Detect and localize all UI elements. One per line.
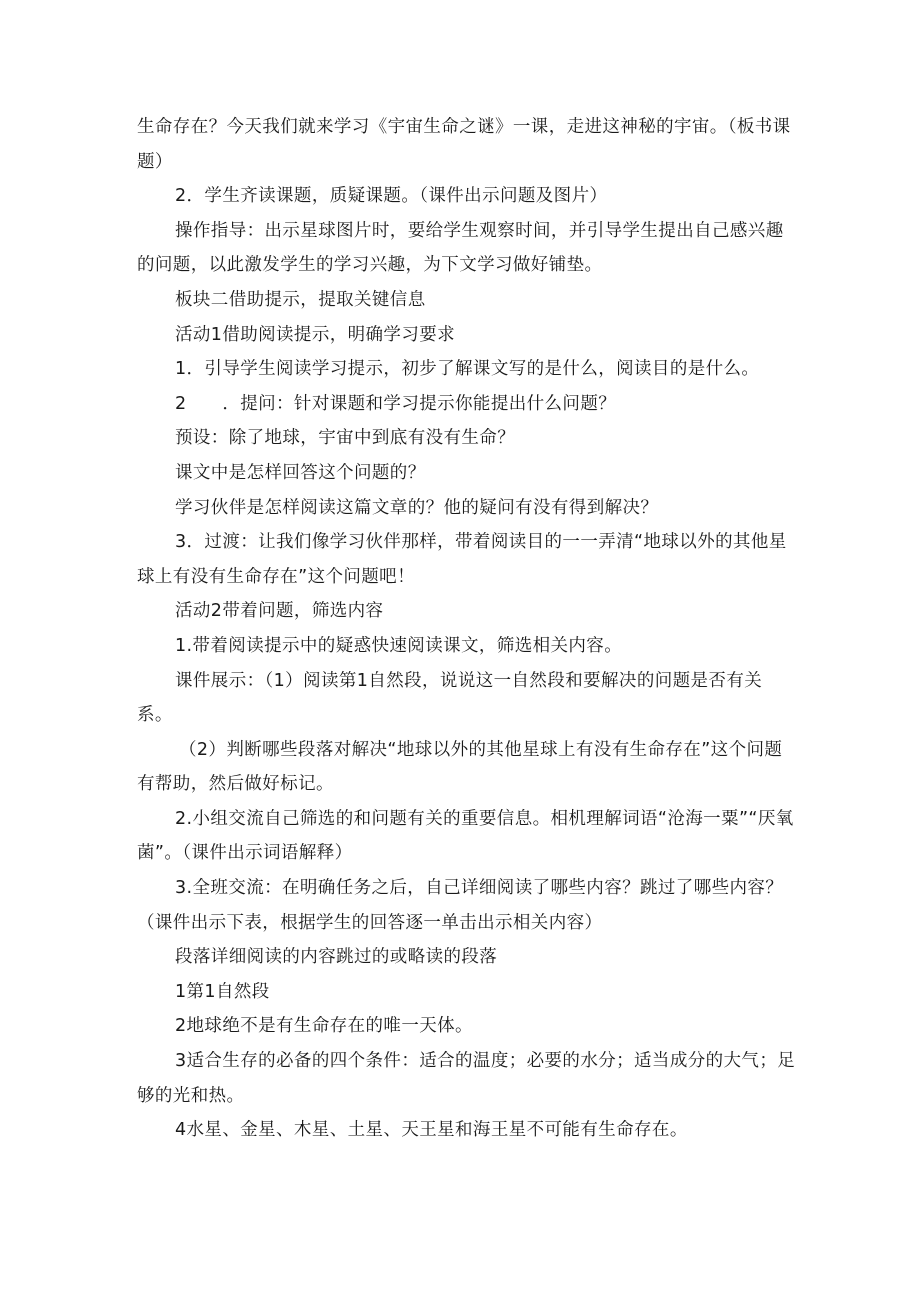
paragraph: （2）判断哪些段落对解决“地球以外的其他星球上有没有生命存在”这个问题有帮助，然后做好标记。 [137, 739, 783, 795]
paragraph: 课件展示：（1）阅读第1自然段，说说这一自然段和要解决的问题是否有关系。 [137, 670, 763, 726]
paragraph: 预设：除了地球，宇宙中到底有没有生命？ [175, 428, 516, 449]
section-heading: 板块二借助提示，提取关键信息 [175, 289, 426, 310]
paragraph: 2 ．提问：针对课题和学习提示你能提出什么问题？ [175, 393, 617, 414]
table-row-line: 4水星、金星、木星、土星、天王星和海王星不可能有生命存在。 [175, 1120, 688, 1141]
paragraph: 2．学生齐读课题，质疑课题。（课件出示问题及图片） [175, 186, 608, 207]
paragraph: 学习伙伴是怎样阅读这篇文章的？他的疑问有没有得到解决？ [175, 497, 659, 518]
paragraph: 1．引导学生阅读学习提示，初步了解课文写的是什么，阅读目的是什么。 [175, 359, 760, 380]
paragraph: 生命存在？今天我们就来学习《宇宙生命之谜》一课，走进这神秘的宇宙。（板书课题） [137, 117, 791, 172]
table-row-line: 2地球绝不是有生命存在的唯一天体。 [175, 1016, 473, 1037]
paragraph: 1.带着阅读提示中的疑惑快速阅读课文，筛选相关内容。 [175, 635, 623, 656]
table-header-line: 段落详细阅读的内容跳过的或略读的段落 [175, 947, 498, 968]
paragraph: 操作指导：出示星球图片时，要给学生观察时间，并引导学生提出自己感兴趣的问题，以此激发学生的学习兴趣，为下文学习做好铺垫。 [137, 220, 784, 276]
table-row-line: 3适合生存的必备的四个条件：适合的温度；必要的水分；适当成分的大气；足够的光和热。 [137, 1051, 796, 1106]
paragraph: 2.小组交流自己筛选的和问题有关的重要信息。相机理解词语“沧海一粟”“厌氧菌”。（课件出示词语解释） [137, 808, 794, 864]
document-body [137, 110, 797, 1148]
activity-heading: 活动2带着问题，筛选内容 [175, 601, 384, 622]
activity-heading: 活动1借助阅读提示，明确学习要求 [175, 324, 456, 345]
paragraph: 3．过渡：让我们像学习伙伴那样，带着阅读目的一一弄清“地球以外的其他星球上有没有生命存在”这个问题吧！ [137, 532, 787, 587]
paragraph: 3.全班交流：在明确任务之后，自己详细阅读了哪些内容？跳过了哪些内容？（课件出示下表，根据学生的回答逐一单击出示相关内容） [137, 878, 784, 933]
paragraph: 课文中是怎样回答这个问题的？ [175, 462, 426, 483]
table-row-line: 1第1自然段 [175, 981, 270, 1002]
